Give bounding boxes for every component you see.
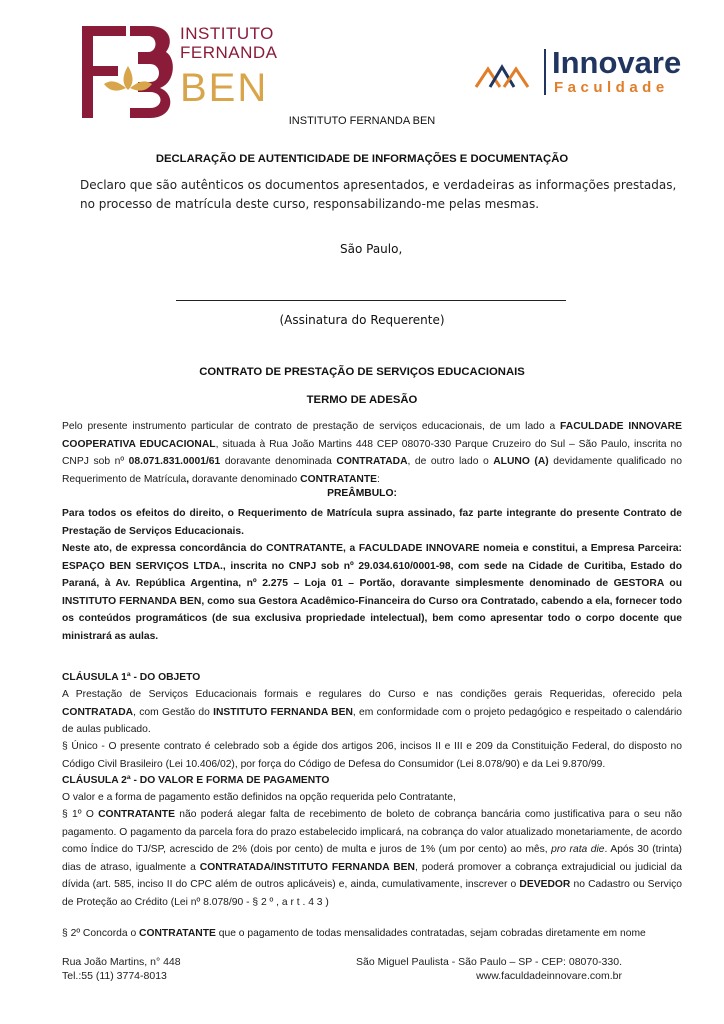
clause-1-title: CLÁUSULA 1ª - DO OBJETO [62, 672, 201, 683]
clause-1-body: A Prestação de Serviços Educacionais formais e regulares do Curso e nas condições gerais Requeridas, oferecido pela CONTRATADA, com Gestão do INSTITUTO FERNANDA BEN, em conformidade com o projeto pedagógico e respeitado o calendário de aulas publicado. [62, 689, 682, 735]
footer-address: Rua João Martins, n° 448 [62, 956, 181, 968]
innovare-faculdade-logo [474, 45, 714, 100]
preambulo-paragraph: Para todos os efeitos do direito, o Requerimento de Matrícula supra assinado, faz parte integrante do presente Contrato de Prestação de Serviços Educacionais. [62, 508, 682, 537]
declaration-body [80, 176, 680, 214]
clause-2-body: O valor e a forma de pagamento estão definidos na opção requerida pelo Contratante, [62, 792, 456, 803]
preambulo-paragraph: Neste ato, de expressa concordância do CONTRATANTE, a FACULDADE INNOVARE nomeia e constitui, a Empresa Parceira: ESPAÇO BEN SERVIÇOS LTDA., inscrita no CNPJ sob nº 29.034.610/0001-98, com sede na Cidade de Curitiba, Estado do Paraná, à Av. República Argentina, nº 2.275 – Loja 01 – Portão, doravante simplesmente denominado de GESTORA ou INSTITUTO FERNANDA BEN, como sua Gestora Acadêmico-Financeira do Curso ora Contratado, cabendo a ela, fornecer todo os conteúdos programáticos (de sua exclusiva propriedade intelectual), bem como apresentar todo o corpo docente que ministrará as aulas. [62, 543, 682, 642]
footer-website[interactable]: www.faculdadeinnovare.com.br [476, 970, 622, 982]
city-date-line: São Paulo, [340, 242, 403, 256]
logo-text-faculdade: Faculdade [554, 79, 669, 96]
footer-phone: Tel.:55 (11) 3774-8013 [62, 970, 167, 982]
logo-text-instituto: INSTITUTO [180, 24, 274, 43]
institute-name: INSTITUTO FERNANDA BEN [288, 115, 436, 127]
declaration-title: DECLARAÇÃO DE AUTENTICIDADE DE INFORMAÇÕES E DOCUMENTAÇÃO [155, 153, 569, 165]
logo-text-innovare: Innovare [552, 45, 682, 80]
declaration-line: Declaro que são autênticos os documentos apresentados, e verdadeiras as informações prestadas, [80, 178, 677, 192]
terms-title: TERMO DE ADESÃO [306, 394, 418, 406]
preambulo-title: PREÂMBULO: [327, 488, 397, 499]
declaration-line: no processo de matrícula deste curso, responsabilizando-me pelas mesmas. [80, 197, 540, 211]
clause-2-paragraph-2: § 2º Concorda o CONTRATANTE que o pagamento de todas mensalidades contratadas, sejam cobradas diretamente em nome [62, 928, 646, 939]
contract-title: CONTRATO DE PRESTAÇÃO DE SERVIÇOS EDUCACIONAIS [199, 366, 525, 378]
instituto-fernanda-ben-logo [78, 22, 278, 122]
logo-separator [544, 49, 546, 95]
logo-text-ben: BEN [180, 66, 269, 110]
footer-right [346, 955, 622, 983]
fb-monogram-icon [78, 22, 178, 122]
clause-2-paragraph-1: § 1º O CONTRATANTE não poderá alegar falta de recebimento de boleto de cobrança bancária como justificativa para o seu não pagamento. O pagamento da parcela fora do prazo estabelecido implicará, na cobrança do valor atualizado monetariamente, de acordo como Índice do TJ/SP, acrescido de 2% (dois por cento) de multa e juros de 1% (um por cento) ao mês, pro rata die. Após 30 (trinta) dias de atraso, igualmente a CONTRATADA/INSTITUTO FERNANDA BEN, poderá promover a cobrança extrajudicial ou judicial da dívida (art. 585, inciso II do CPC além de outros aplicáveis) e, ainda, cumulativamente, inscrever o DEVEDOR no Cadastro ou Serviço de Proteção ao Crédito (Lei nº 8.078/90 - § 2 º , a r t . 4 3 ) [62, 809, 682, 908]
innovare-mountains-icon [474, 55, 534, 95]
signature-label: (Assinatura do Requerente) [279, 313, 445, 327]
signature-line [176, 300, 566, 301]
clause-1-unico: § Único - O presente contrato é celebrado sob a égide dos artigos 206, incisos II e III e 209 da Constituição Federal, do disposto no Código Civil Brasileiro (Lei 10.406/02), por força do Código de Defesa do Consumidor (Lei 8.078/90) e da Lei 9.870/99. [62, 741, 682, 770]
logo-text-fernanda: FERNANDA [180, 43, 278, 62]
footer-left [62, 955, 181, 983]
contract-intro-paragraph: Pelo presente instrumento particular de contrato de prestação de serviços educacionais, de um lado a FACULDADE INNOVARE COOPERATIVA EDUCACIONAL, situada à Rua João Martins 448 CEP 08070-330 Parque Cruzeiro do Sul – São Paulo, inscrita no CNPJ sob nº 08.071.831.0001/61 doravante denominada CONTRATADA, de outro lado o ALUNO (A) devidamente qualificado no Requerimento de Matrícula, doravante denominado CONTRATANTE: [62, 421, 682, 485]
footer-city-line: São Miguel Paulista - São Paulo – SP - CEP: 08070-330. [356, 956, 622, 968]
clause-2-title: CLÁUSULA 2ª - DO VALOR E FORMA DE PAGAMENTO [62, 775, 330, 786]
